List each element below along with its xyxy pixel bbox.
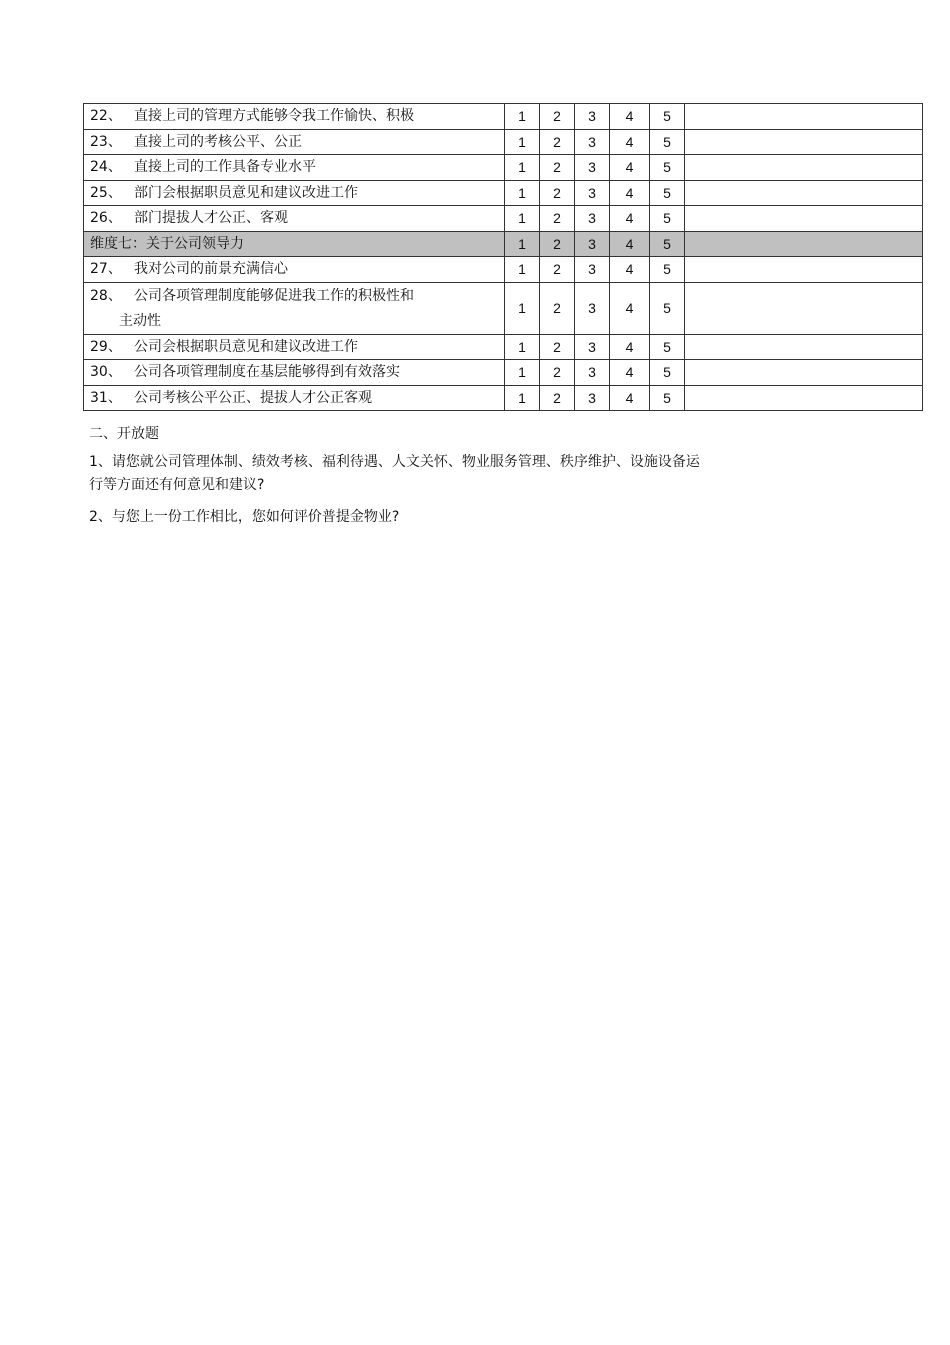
score-option-3[interactable]: 3 [575,129,610,155]
score-option-3[interactable]: 3 [575,155,610,181]
question-row [84,129,923,155]
score-option-1[interactable]: 1 [505,104,540,130]
question-row [84,257,923,283]
question-text: 直接上司的考核公平、公正 [134,133,302,150]
score-option-3[interactable]: 3 [575,282,610,334]
open-question-2: 2、与您上一份工作相比，您如何评价普提金物业? [89,509,400,525]
survey-table-body [84,104,923,411]
score-option-5[interactable]: 5 [650,155,685,181]
question-row [84,155,923,181]
score-option-2[interactable]: 2 [540,206,575,232]
open-question-1-line-1: 1、请您就公司管理体制、绩效考核、福利待遇、人文关怀、物业服务管理、秩序维护、设施设备运 [89,454,700,470]
question-cell [84,257,505,283]
score-option-3[interactable]: 3 [575,180,610,206]
score-option-2[interactable]: 2 [540,282,575,334]
score-option-4[interactable]: 4 [610,257,650,283]
question-text-continued: 主动性 [119,312,161,329]
score-option-3[interactable]: 3 [575,231,610,257]
score-option-5[interactable]: 5 [650,206,685,232]
score-option-5[interactable]: 5 [650,180,685,206]
question-row [84,282,923,334]
comment-cell[interactable] [685,155,923,181]
question-number: 27、 [90,261,122,278]
question-text: 我对公司的前景充满信心 [134,261,288,278]
question-number: 31、 [90,389,122,406]
question-text: 直接上司的管理方式能够令我工作愉快、积极 [134,108,414,125]
dimension-title-cell [84,231,505,257]
score-option-4[interactable]: 4 [610,282,650,334]
question-number: 26、 [90,210,122,227]
question-cell [84,360,505,386]
question-number: 24、 [90,159,122,176]
question-number: 22、 [90,108,122,125]
score-option-1[interactable]: 1 [505,231,540,257]
question-text: 公司会根据职员意见和建议改进工作 [134,338,358,355]
open-questions-section [89,424,809,538]
score-option-4[interactable]: 4 [610,129,650,155]
question-cell [84,385,505,411]
score-option-3[interactable]: 3 [575,360,610,386]
score-option-5[interactable]: 5 [650,104,685,130]
question-row [84,334,923,360]
question-number: 29、 [90,338,122,355]
score-option-3[interactable]: 3 [575,206,610,232]
score-option-4[interactable]: 4 [610,180,650,206]
question-cell [84,282,505,334]
score-option-5[interactable]: 5 [650,360,685,386]
score-option-4[interactable]: 4 [610,334,650,360]
score-option-5[interactable]: 5 [650,385,685,411]
score-option-4[interactable]: 4 [610,155,650,181]
question-row [84,206,923,232]
score-option-4[interactable]: 4 [610,206,650,232]
question-number: 25、 [90,184,122,201]
dimension-header-row [84,231,923,257]
question-row [84,360,923,386]
score-option-2[interactable]: 2 [540,257,575,283]
comment-cell[interactable] [685,257,923,283]
score-option-4[interactable]: 4 [610,231,650,257]
score-option-3[interactable]: 3 [575,334,610,360]
score-option-4[interactable]: 4 [610,385,650,411]
question-number: 23、 [90,133,122,150]
question-row [84,180,923,206]
comment-cell[interactable] [685,231,923,257]
question-cell [84,129,505,155]
score-option-1[interactable]: 1 [505,206,540,232]
score-option-2[interactable]: 2 [540,129,575,155]
comment-cell[interactable] [685,282,923,334]
comment-cell[interactable] [685,180,923,206]
question-text: 公司各项管理制度在基层能够得到有效落实 [134,364,400,381]
question-cell [84,334,505,360]
question-text: 公司考核公平公正、提拔人才公正客观 [134,389,372,406]
comment-cell[interactable] [685,206,923,232]
score-option-5[interactable]: 5 [650,334,685,360]
score-option-1[interactable]: 1 [505,257,540,283]
score-option-2[interactable]: 2 [540,385,575,411]
question-cell [84,104,505,130]
score-option-4[interactable]: 4 [610,360,650,386]
score-option-2[interactable]: 2 [540,231,575,257]
score-option-1[interactable]: 1 [505,334,540,360]
dimension-title: 维度七：关于公司领导力 [90,235,244,252]
comment-cell[interactable] [685,334,923,360]
score-option-3[interactable]: 3 [575,385,610,411]
score-option-3[interactable]: 3 [575,104,610,130]
score-option-1[interactable]: 1 [505,385,540,411]
question-text: 部门会根据职员意见和建议改进工作 [134,184,358,201]
question-text: 公司各项管理制度能够促进我工作的积极性和 [134,287,414,304]
score-option-5[interactable]: 5 [650,257,685,283]
open-question-1 [89,451,809,497]
question-text: 部门提拔人才公正、客观 [134,210,288,227]
comment-cell[interactable] [685,104,923,130]
survey-table [83,103,923,411]
score-option-3[interactable]: 3 [575,257,610,283]
question-number: 30、 [90,364,122,381]
comment-cell[interactable] [685,385,923,411]
open-question-1-line-2: 行等方面还有何意见和建议? [89,477,265,493]
question-cell [84,180,505,206]
score-option-2[interactable]: 2 [540,360,575,386]
score-option-2[interactable]: 2 [540,155,575,181]
question-cell [84,206,505,232]
score-option-1[interactable]: 1 [505,180,540,206]
question-number: 28、 [90,287,122,304]
score-option-1[interactable]: 1 [505,360,540,386]
score-option-2[interactable]: 2 [540,334,575,360]
score-option-5[interactable]: 5 [650,282,685,334]
score-option-1[interactable]: 1 [505,129,540,155]
score-option-5[interactable]: 5 [650,129,685,155]
score-option-1[interactable]: 1 [505,155,540,181]
comment-cell[interactable] [685,129,923,155]
question-row [84,385,923,411]
question-text: 直接上司的工作具备专业水平 [134,159,316,176]
comment-cell[interactable] [685,360,923,386]
open-questions-heading: 二、开放题 [89,426,159,442]
question-row [84,104,923,130]
score-option-2[interactable]: 2 [540,104,575,130]
question-cell [84,155,505,181]
score-option-4[interactable]: 4 [610,104,650,130]
score-option-5[interactable]: 5 [650,231,685,257]
score-option-2[interactable]: 2 [540,180,575,206]
score-option-1[interactable]: 1 [505,282,540,334]
